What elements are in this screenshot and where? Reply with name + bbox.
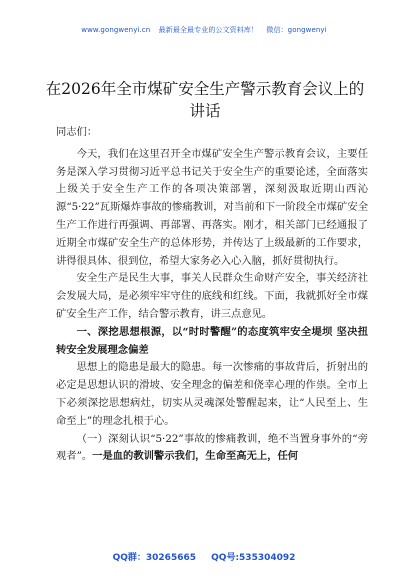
qq-group: QQ群：30265665 — [112, 553, 196, 563]
paragraph-4-text: （一）深刻认识“5·22”事故的惨痛教训，绝不当置身事外的“旁观者”。 — [56, 432, 368, 463]
qq-number: QQ号:535304092 — [211, 553, 296, 563]
wechat-id: 微信：gongwenyi — [266, 26, 327, 34]
paragraph-2: 安全生产是民生大事，事关人民群众生命财产安全，事关经济社会发展大局，是必须牢牢守住的底线和红线。下面，我就抓好全市煤矿安全生产工作，结合警示教育，讲三点意见。 — [56, 272, 368, 320]
site-url: www.gongwenyi.cn — [81, 26, 151, 34]
paragraph-3: 思想上的隐患是最大的隐患。每一次惨痛的事故背后，折射出的必定是思想认识的滑坡、安全理念的偏差和侥幸心理的作祟。全市上下必须深挖思想病灶，切实从灵魂深处警醒起来，让“人民至上、生命至上”的理念扎根于心。 — [56, 361, 368, 427]
paragraph-4 — [56, 431, 368, 467]
document-title: 在2026年全市煤矿安全生产警示教育会议上的讲话 — [45, 80, 365, 120]
document-body — [56, 124, 368, 466]
paragraph-4-emphasis: 一是血的教训警示我们，生命至高无上，任何 — [92, 450, 299, 463]
site-slogan: 最新最全最专业的公文资料库！ — [158, 26, 259, 34]
page-footer — [0, 550, 408, 563]
paragraph-1: 今天，我们在这里召开全市煤矿安全生产警示教育会议，主要任务是深入学习贯彻习近平总书记关于安全生产的重要论述，全面落实上级关于安全生产工作的各项决策部署，深刻汲取近期山西沁源“5·22”瓦斯爆炸事故的惨痛教训，对当前和下一阶段全市煤矿安全生产工作进行再强调、再部署、再落实。刚才，相关部门已经通报了近期全市煤矿安全生产的总体形势，并传达了上级最新的工作要求，讲得很具体、很到位，希望大家务必入心入脑，抓好贯彻执行。 — [56, 147, 368, 267]
page-header — [0, 25, 408, 35]
greeting: 同志们： — [56, 126, 98, 138]
section-heading-1: 一、深挖思想根源，以“时时警醒”的态度筑牢安全堤坝 坚决扭转安全发展理念偏差 — [56, 325, 368, 356]
